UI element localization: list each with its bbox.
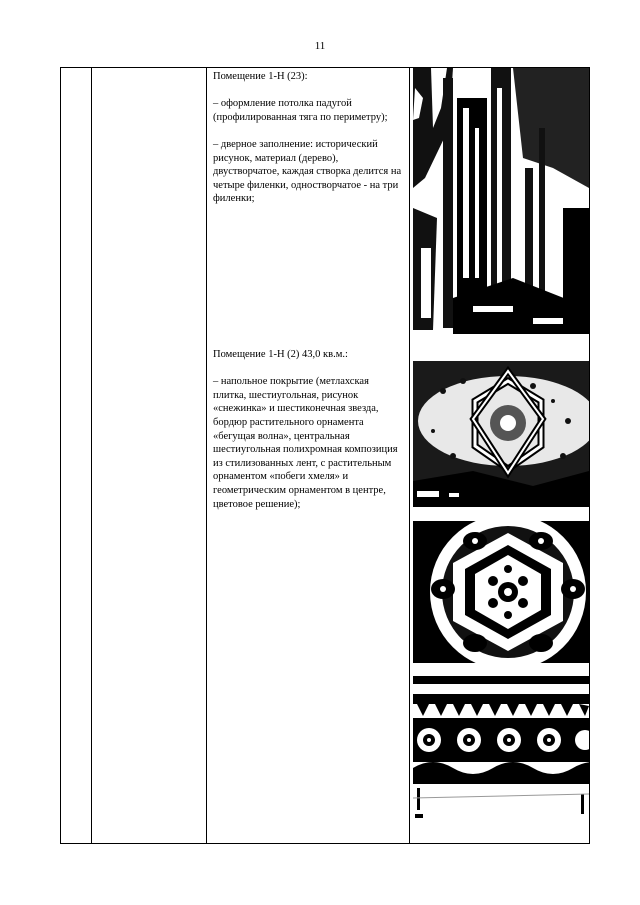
page-number: 11 [314, 40, 326, 52]
data-table [60, 67, 590, 844]
section-heading: Помещение 1-Н (23): [213, 71, 308, 82]
photo-floor-star [413, 361, 589, 507]
section-item: – дверное заполнение: исторический рисунок, материал (дерево), двустворчатое, каждая створка делится на четыре филенки, одностворчатое - на три филенки; [213, 138, 402, 205]
column-divider [91, 68, 92, 843]
photo-ceiling-door [413, 68, 589, 334]
photo-floor-border [413, 676, 589, 820]
section-heading: Помещение 1-Н (2) 43,0 кв.м.: [213, 349, 348, 360]
column-divider [409, 68, 410, 843]
section-item: – напольное покрытие (метлахская плитка, шестиугольная, рисунок «снежинка» и шестиконечная звезда, бордюр растительного орнамента «бегущая волна», центральная шестиугольная полихромная композиция из стилизованных лент, с растительным орнаментом «побеги хмеля» и геометрическим орнаментом в центре, цветовое решение); [213, 376, 398, 510]
section-item: – оформление потолка падугой (профилированная тяга по периметру); [213, 98, 388, 123]
section-2-text [213, 348, 403, 525]
section-1-text [213, 70, 403, 220]
column-divider [206, 68, 207, 843]
photo-floor-hexagon [413, 521, 589, 663]
